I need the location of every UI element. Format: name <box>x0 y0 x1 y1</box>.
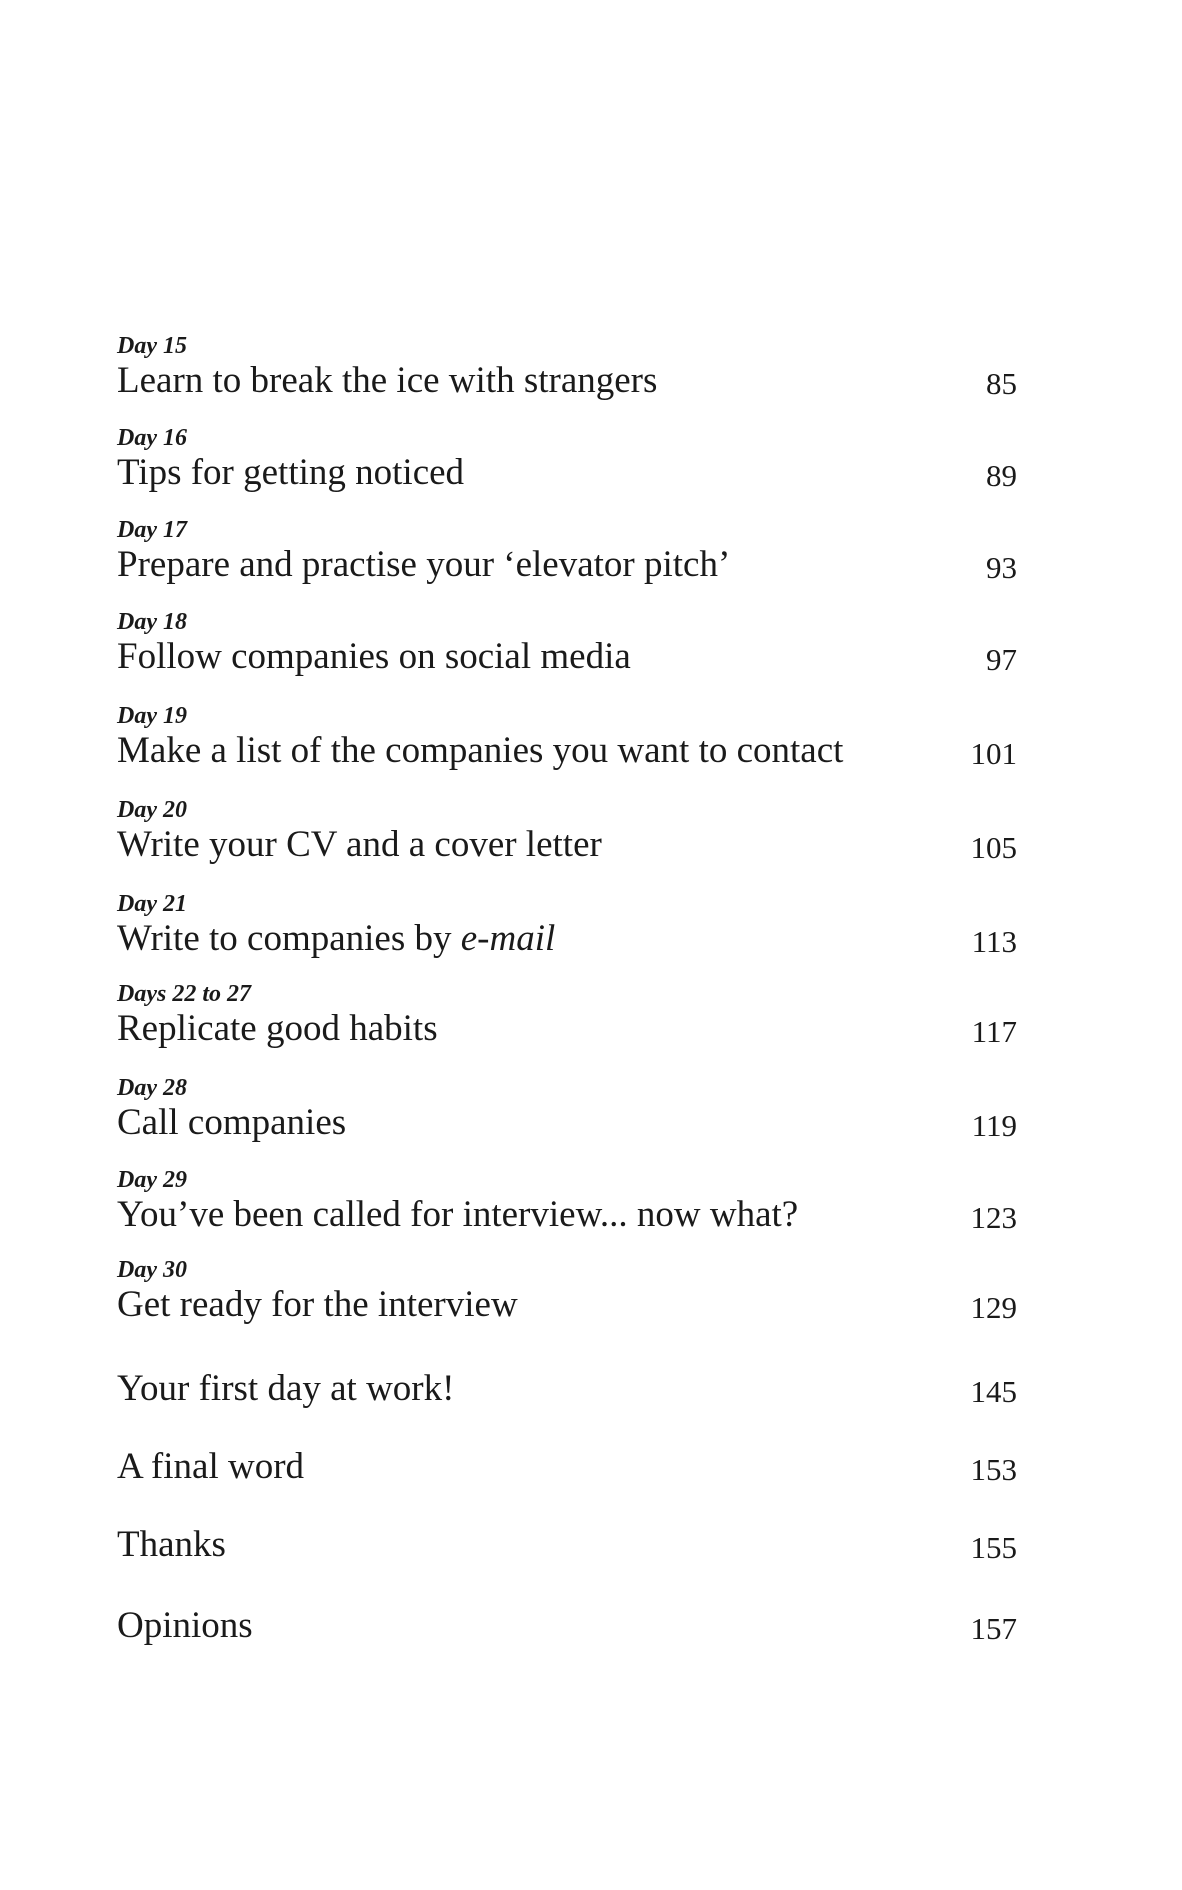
toc-entry-day-28[interactable] <box>117 1075 1017 1145</box>
toc-entry-thanks[interactable] <box>117 1523 1017 1567</box>
page-number: 157 <box>970 1611 1017 1646</box>
entry-title-text: Write to companies by <box>117 918 461 959</box>
day-label: Day 29 <box>117 1167 187 1193</box>
entry-title: Tips for getting noticed <box>117 452 465 493</box>
page-number: 155 <box>970 1530 1017 1565</box>
page-number: 101 <box>970 736 1017 771</box>
entry-title: Get ready for the interview <box>117 1284 518 1325</box>
toc-entry-first-day[interactable] <box>117 1367 1017 1411</box>
page-number: 105 <box>970 830 1017 865</box>
day-label: Days 22 to 27 <box>117 981 251 1007</box>
entry-title: Follow companies on social media <box>117 636 631 677</box>
entry-title: Learn to break the ice with strangers <box>117 360 658 401</box>
day-label: Day 20 <box>117 797 187 823</box>
toc-entry-opinions[interactable] <box>117 1604 1017 1648</box>
entry-title: Write your CV and a cover letter <box>117 824 602 865</box>
day-label: Day 30 <box>117 1257 187 1283</box>
toc-entry-day-21[interactable] <box>117 891 1017 961</box>
day-label: Day 18 <box>117 609 187 635</box>
entry-title: Opinions <box>117 1605 253 1646</box>
toc-entry-day-29[interactable] <box>117 1167 1017 1237</box>
page-number: 153 <box>970 1452 1017 1487</box>
page-number: 129 <box>970 1290 1017 1325</box>
entry-title: Make a list of the companies you want to contact <box>117 730 844 771</box>
toc-entry-day-18[interactable] <box>117 609 1017 679</box>
entry-title <box>117 917 555 961</box>
day-label: Day 28 <box>117 1075 187 1101</box>
page-number: 123 <box>970 1200 1017 1235</box>
entry-title: Your first day at work! <box>117 1368 455 1409</box>
page-number: 145 <box>970 1374 1017 1409</box>
entry-title: You’ve been called for interview... now what? <box>117 1194 799 1235</box>
toc-entry-final-word[interactable] <box>117 1445 1017 1489</box>
entry-title: Thanks <box>117 1524 226 1565</box>
page-number: 119 <box>971 1108 1017 1143</box>
page-number: 93 <box>986 550 1017 585</box>
page-number: 113 <box>971 924 1017 959</box>
entry-title: Replicate good habits <box>117 1008 438 1049</box>
day-label: Day 16 <box>117 425 187 451</box>
page-number: 89 <box>986 458 1017 493</box>
day-label: Day 17 <box>117 517 187 543</box>
toc-entry-day-19[interactable] <box>117 703 1017 773</box>
toc-entry-day-17[interactable] <box>117 517 1017 587</box>
entry-title-italic: e-mail <box>460 918 556 959</box>
day-label: Day 19 <box>117 703 187 729</box>
toc-entry-day-20[interactable] <box>117 797 1017 867</box>
toc-entry-day-15[interactable] <box>117 333 1017 403</box>
day-label: Day 21 <box>117 891 187 917</box>
toc-entry-day-16[interactable] <box>117 425 1017 495</box>
toc-entry-days-22-to-27[interactable] <box>117 981 1017 1051</box>
day-label: Day 15 <box>117 333 187 359</box>
entry-title: Call companies <box>117 1102 347 1143</box>
entry-title: A final word <box>117 1446 305 1487</box>
entry-title: Prepare and practise your ‘elevator pitch’ <box>117 544 731 585</box>
page-number: 117 <box>971 1014 1017 1049</box>
page-number: 85 <box>986 366 1017 401</box>
toc-entry-day-30[interactable] <box>117 1257 1017 1327</box>
page-number: 97 <box>986 642 1017 677</box>
